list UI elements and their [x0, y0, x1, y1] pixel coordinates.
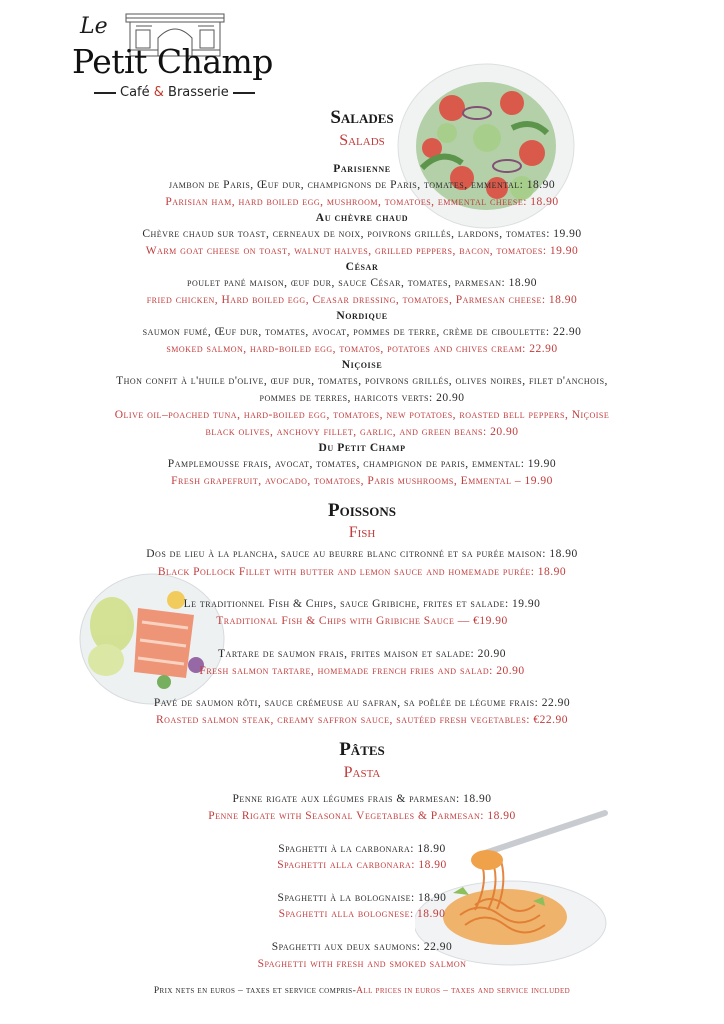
item-description-en: Parisian ham, hard boiled egg, mushroom, tomatoes, emmental cheese: 18.90	[165, 196, 559, 208]
item-description-en: Spaghetti with fresh and smoked salmon	[257, 958, 467, 970]
section-subtitle-fish: Fish	[348, 524, 376, 541]
item-description-fr: Spaghetti à la bolognaise: 18.90	[277, 892, 447, 904]
item-description-fr: saumon fumé, Œuf dur, tomates, avocat, pommes de terre, crème de ciboulette: 22.90	[142, 326, 582, 338]
logo-subtitle	[90, 85, 259, 100]
item-description-en: Spaghetti alla bolognese: 18.90	[278, 908, 446, 920]
footer-en: All prices in euros – taxes and service included	[356, 986, 571, 996]
section-title-pates: Pâtes	[339, 739, 385, 760]
item-description-fr: Pavé de saumon rôti, sauce crémeuse au safran, sa poêlée de légume frais: 22.90	[153, 697, 571, 709]
logo-sub-amp: &	[153, 85, 164, 100]
item-name: Au chèvre chaud	[315, 212, 409, 224]
item-description-fr: Thon confit à l'huile d'olive, œuf dur, tomates, poivrons grillés, olives noires, filet d'anchois,	[116, 375, 608, 387]
restaurant-logo	[70, 8, 285, 100]
item-description-fr: jambon de Paris, Œuf dur, champignons de Paris, tomates, emmental: 18.90	[168, 179, 556, 191]
item-description-fr: pommes de terres, haricots verts: 20.90	[259, 392, 465, 404]
section-subtitle-salads: Salads	[339, 132, 385, 149]
logo-sub-right: Brasserie	[168, 85, 229, 100]
item-description-en: Penne Rigate with Seasonal Vegetables & Parmesan: 18.90	[208, 810, 516, 822]
salmon-plate-illustration	[76, 570, 228, 708]
section-subtitle-pasta: Pasta	[343, 764, 381, 781]
item-description-en: Spaghetti alla carbonara: 18.90	[277, 859, 447, 871]
item-description-en: Black Pollock Fillet with butter and lemon sauce and homemade purée: 18.90	[157, 566, 567, 578]
item-description-en: Olive oil–poached tuna, hard-boiled egg, tomatoes, new potatoes, roasted bell peppers, Niçoise	[114, 409, 610, 421]
item-name: Du Petit Champ	[318, 442, 406, 454]
logo-sub-left: Café	[120, 85, 150, 100]
item-description-fr: Spaghetti à la carbonara: 18.90	[278, 843, 446, 855]
item-description-en: Roasted salmon steak, creamy saffron sauce, sautéed fresh vegetables: €22.90	[156, 714, 568, 726]
item-description-fr: Penne rigate aux légumes frais & parmesan: 18.90	[232, 793, 492, 805]
footer-fr: Prix nets en euros – taxes et service compris-	[153, 986, 357, 996]
item-description-en: Fresh grapefruit, avocado, tomatoes, Paris mushrooms, Emmental – 19.90	[171, 475, 553, 487]
item-description-fr: Spaghetti aux deux saumons: 22.90	[271, 941, 453, 953]
item-description-en: fried chicken, Hard boiled egg, Ceasar dressing, tomatoes, Parmesan cheese: 18.90	[146, 294, 578, 306]
item-description-en: smoked salmon, hard-boiled egg, tomatos, potatoes and chives cream: 22.90	[166, 343, 558, 355]
item-name: Parisienne	[333, 163, 391, 175]
section-title-salades: Salades	[330, 107, 394, 128]
item-description-fr: Pamplemousse frais, avocat, tomates, champignon de paris, emmental: 19.90	[167, 458, 557, 470]
item-name: Nordique	[336, 310, 388, 322]
logo-name: Petit Champ	[72, 42, 273, 81]
item-description-fr: Tartare de saumon frais, frites maison et salade: 20.90	[218, 648, 506, 660]
item-description-fr: Le traditionnel Fish & Chips, sauce Gribiche, frites et salade: 19.90	[183, 598, 541, 610]
item-name: Niçoise	[341, 359, 383, 371]
price-footer	[0, 986, 724, 996]
item-description-en: Warm goat cheese on toast, walnut halves, grilled peppers, bacon, tomatoes: 19.90	[145, 245, 579, 257]
item-description-fr: poulet pané maison, œuf dur, sauce César, tomates, parmesan: 18.90	[187, 277, 537, 289]
item-description-en: black olives, anchovy fillet, garlic, and green beans: 20.90	[205, 426, 519, 438]
item-name: César	[345, 261, 379, 273]
item-description-fr: Chèvre chaud sur toast, cerneaux de noix, poivrons grillés, lardons, tomates: 19.90	[142, 228, 582, 240]
section-title-poissons: Poissons	[328, 500, 396, 521]
logo-le: Le	[80, 14, 108, 39]
item-description-fr: Dos de lieu à la plancha, sauce au beurre blanc citronné et sa purée maison: 18.90	[146, 548, 578, 560]
item-description-en: Traditional Fish & Chips with Gribiche Sauce — €19.90	[216, 615, 508, 627]
item-description-en: Fresh salmon tartare, homemade french fries and salad: 20.90	[199, 665, 525, 677]
